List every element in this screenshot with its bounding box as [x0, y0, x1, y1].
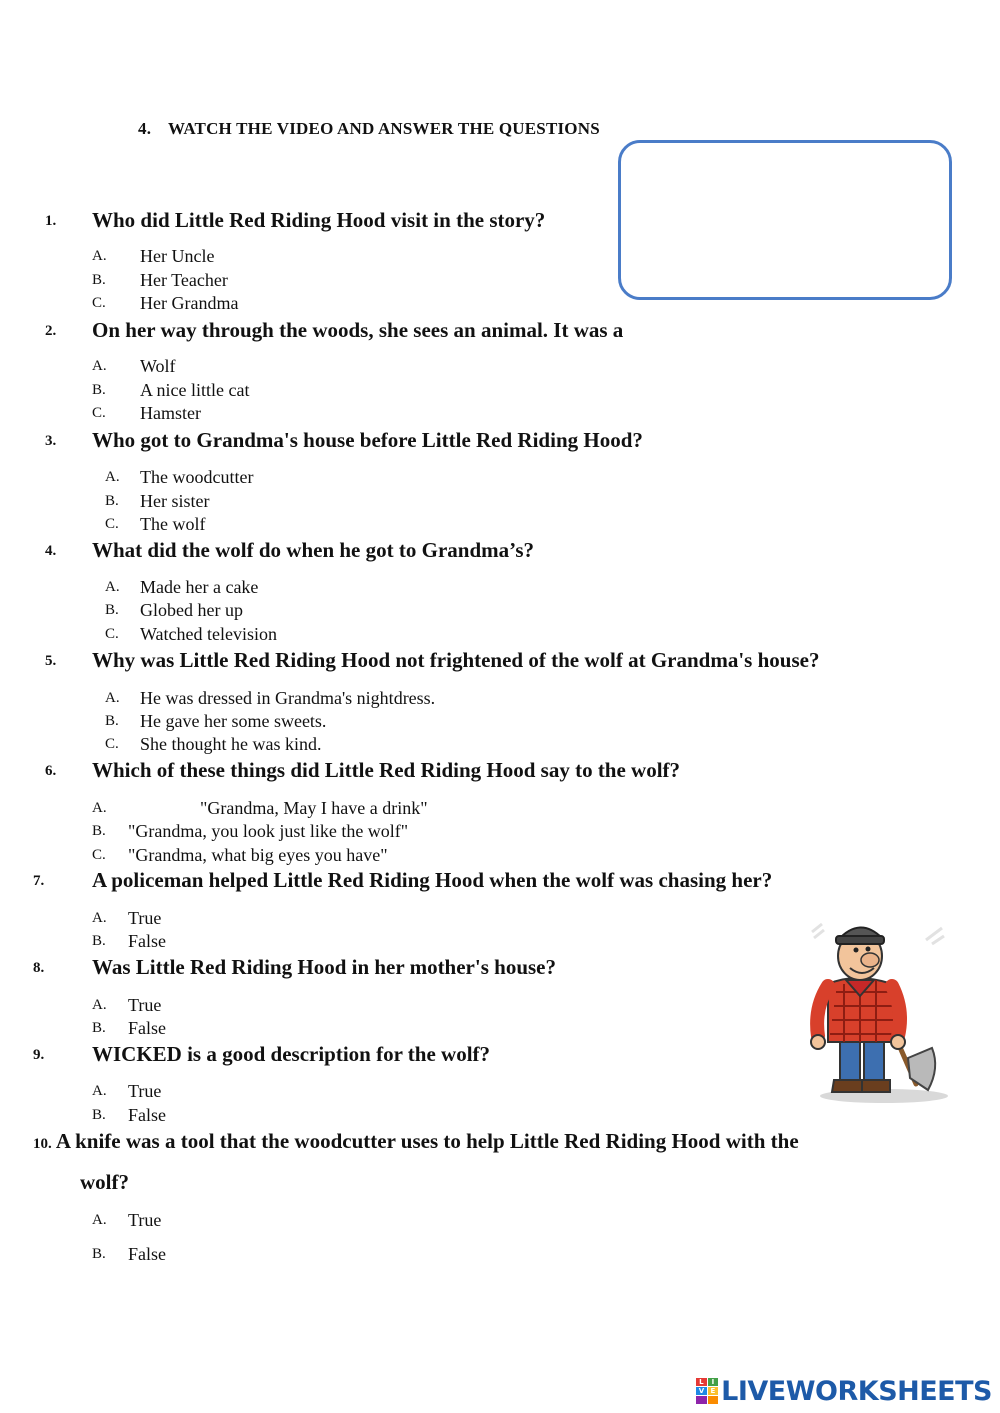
- option-text[interactable]: Globed her up: [140, 600, 243, 620]
- question-number: 6.: [45, 763, 57, 779]
- option-text[interactable]: He gave her some sweets.: [140, 711, 327, 731]
- option-text[interactable]: True: [128, 908, 162, 928]
- option-letter: A.: [105, 690, 120, 706]
- question-text-line-1: A knife was a tool that the woodcutter uses to help Little Red Riding Hood with the: [55, 1129, 799, 1153]
- section-title: WATCH THE VIDEO AND ANSWER THE QUESTIONS: [168, 119, 600, 138]
- option-letter: B.: [92, 272, 106, 288]
- question-number: 8.: [33, 960, 45, 976]
- option-text[interactable]: Her Uncle: [140, 246, 215, 266]
- option-letter: B.: [92, 1107, 106, 1123]
- question-number: 3.: [45, 433, 57, 449]
- option-text[interactable]: A nice little cat: [140, 380, 250, 400]
- option-letter: A.: [105, 579, 120, 595]
- question-text: Who got to Grandma's house before Little Red Riding Hood?: [92, 428, 643, 452]
- option-letter: C.: [105, 516, 119, 532]
- option-letter: B.: [105, 493, 119, 509]
- question-text: What did the wolf do when he got to Grandma’s?: [92, 538, 535, 562]
- section-number: 4.: [138, 119, 152, 138]
- question-number: 5.: [45, 653, 57, 669]
- option-text[interactable]: True: [128, 1081, 162, 1101]
- option-letter: A.: [92, 1212, 107, 1228]
- option-text[interactable]: Watched television: [140, 624, 278, 644]
- option-text[interactable]: False: [128, 1244, 166, 1264]
- question-number: 2.: [45, 323, 57, 339]
- option-text[interactable]: Her Teacher: [140, 270, 228, 290]
- option-text[interactable]: "Grandma, you look just like the wolf": [128, 821, 409, 841]
- question-text: Was Little Red Riding Hood in her mother's house?: [92, 955, 556, 979]
- option-letter: C.: [92, 295, 106, 311]
- option-letter: C.: [105, 736, 119, 752]
- option-text[interactable]: True: [128, 995, 162, 1015]
- option-text[interactable]: The wolf: [140, 514, 206, 534]
- option-letter: B.: [92, 823, 106, 839]
- option-text[interactable]: Wolf: [140, 356, 176, 376]
- option-text[interactable]: Made her a cake: [140, 577, 259, 597]
- option-text[interactable]: Hamster: [140, 403, 201, 423]
- option-text[interactable]: False: [128, 1018, 166, 1038]
- option-letter: A.: [105, 469, 120, 485]
- question-text: Who did Little Red Riding Hood visit in the story?: [92, 208, 546, 232]
- option-letter: A.: [92, 997, 107, 1013]
- question-text: Why was Little Red Riding Hood not frightened of the wolf at Grandma's house?: [92, 648, 820, 672]
- brand-name: LIVEWORKSHEETS: [721, 1375, 992, 1407]
- question-text: Which of these things did Little Red Riding Hood say to the wolf?: [92, 758, 681, 782]
- question-number: 9.: [33, 1047, 45, 1063]
- option-letter: A.: [92, 1083, 107, 1099]
- option-text[interactable]: True: [128, 1210, 162, 1230]
- option-letter: B.: [92, 1020, 106, 1036]
- option-letter: B.: [92, 382, 106, 398]
- option-text[interactable]: Her sister: [140, 491, 210, 511]
- question-number: 1.: [45, 213, 57, 229]
- question-text: [33, 1129, 799, 1154]
- option-letter: A.: [92, 800, 107, 816]
- option-text[interactable]: "Grandma, May I have a drink": [200, 798, 428, 818]
- option-text[interactable]: False: [128, 931, 166, 951]
- question-text-continued: wolf?: [80, 1170, 129, 1194]
- question-text: WICKED is a good description for the wolf?: [92, 1042, 491, 1066]
- option-text[interactable]: False: [128, 1105, 166, 1125]
- question-number: 10.: [33, 1136, 52, 1152]
- option-letter: B.: [105, 602, 119, 618]
- option-text[interactable]: "Grandma, what big eyes you have": [128, 845, 388, 865]
- option-text[interactable]: Her Grandma: [140, 293, 239, 313]
- option-letter: B.: [105, 713, 119, 729]
- option-text[interactable]: He was dressed in Grandma's nightdress.: [140, 688, 436, 708]
- option-text[interactable]: She thought he was kind.: [140, 734, 322, 754]
- question-text: On her way through the woods, she sees an animal. It was a: [92, 318, 624, 342]
- option-letter: A.: [92, 358, 107, 374]
- logo-badge-icon: L I V E: [696, 1378, 718, 1404]
- question-number: 4.: [45, 543, 57, 559]
- option-letter: C.: [92, 847, 106, 863]
- woodcutter-illustration: [806, 918, 954, 1106]
- question-number: 7.: [33, 873, 45, 889]
- option-letter: B.: [92, 1246, 106, 1262]
- section-heading: [138, 119, 600, 139]
- option-letter: C.: [92, 405, 106, 421]
- option-letter: B.: [92, 933, 106, 949]
- question-text: A policeman helped Little Red Riding Hood when the wolf was chasing her?: [92, 868, 773, 892]
- liveworksheets-logo: [696, 1374, 992, 1408]
- video-answer-box[interactable]: [618, 140, 952, 300]
- option-text[interactable]: The woodcutter: [140, 467, 254, 487]
- option-letter: A.: [92, 910, 107, 926]
- option-letter: C.: [105, 626, 119, 642]
- option-letter: A.: [92, 248, 107, 264]
